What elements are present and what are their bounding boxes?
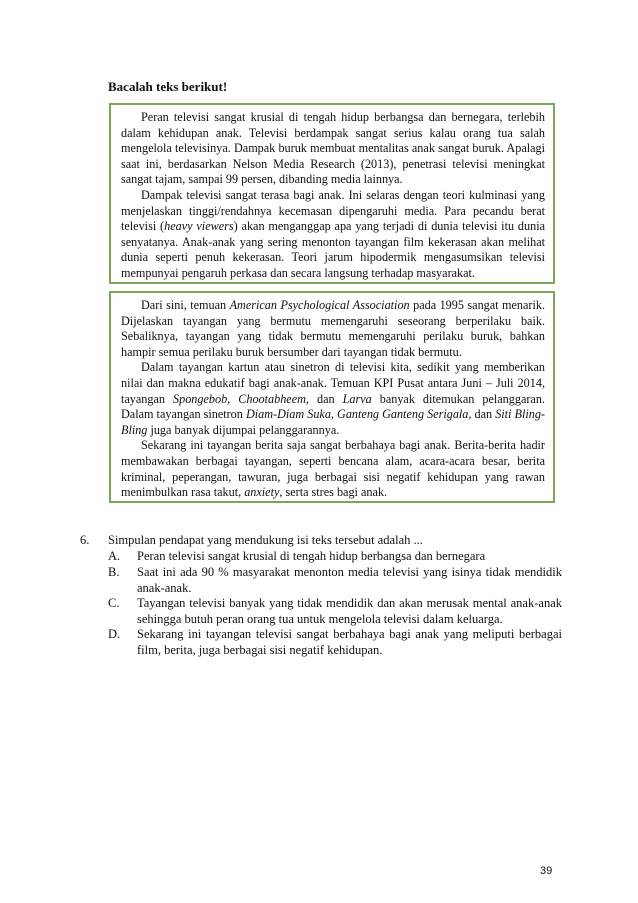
page-number: 39 [540,865,553,877]
option-letter: C. [108,596,120,610]
option-text: Saat ini ada 90 % masyarakat menonton media televisi yang isinya tidak mendidik anak-anak. [137,565,562,595]
question-text: Simpulan pendapat yang mendukung isi teks tersebut adalah ... [108,533,423,547]
reading-passage-box-2 [109,291,555,503]
option-letter: B. [108,565,120,579]
passage-2-paragraph-1: Dari sini, temuan American Psychological Association pada 1995 sangat menarik. Dijelaskan tayangan yang bermutu memengaruhi seseorang berperilaku baik. Sebaliknya, tayangan yang tidak bermutu memengaruhi perilaku buruk, bahkan hampir semua perilaku buruk bersumber dari tayangan tidak bermutu. [121,298,546,359]
option-letter: D. [108,627,121,641]
passage-1-paragraph-2: Dampak televisi sangat terasa bagi anak. Ini selaras dengan teori kulminasi yang menjelaskan tinggi/rendahnya kecemasan dipengaruhi media. Para pecandu berat televisi (heavy viewers) akan menganggap apa yang terjadi di dunia televisi itu dunia senyatanya. Anak-anak yang sering menonton tayangan film kekerasan akan melihat dunia seperti penuh kekerasan. Teori jarum hipodermik mengasumsikan televisi mempunyai pengaruh perkasa dan secara langsung terhadap masyarakat. [121,187,545,280]
option-text: Peran televisi sangat krusial di tengah hidup berbangsa dan bernegara [137,549,486,563]
question-number: 6. [80,533,90,547]
passage-1-paragraph-1: Peran televisi sangat krusial di tengah hidup berbangsa dan bernegara, terlebih dalam kehidupan anak. Televisi berdampak sangat serius kalau orang tua salah mengelola televisinya. Dampak buruk membuat mentalitas anak sangat buruk. Apalagi saat ini, berdasarkan Nelson Media Research (2013), penetrasi televisi meningkat sangat tajam, sampai 99 persen, dibanding media lainnya. [121,110,545,187]
reading-passage-box-1 [109,103,555,284]
option-text: Tayangan televisi banyak yang tidak mendidik dan akan merusak mental anak-anak sehingga butuh peran orang tua untuk mengelola televisi dalam keluarga. [137,596,562,626]
passage-2-paragraph-3: Sekarang ini tayangan berita saja sangat berbahaya bagi anak. Berita-berita hadir membawakan berbagai tayangan, seperti bencana alam, acara-acara besar, berita kriminal, peperangan, tawuran, juga berbagai sisi negatif kehidupan yang rawan menimbulkan rasa takut, anxiety, serta stres bagi anak. [121,438,545,500]
option-letter: A. [108,549,121,563]
instruction-heading: Bacalah teks berikut! [108,79,228,94]
passage-2-paragraph-2: Dalam tayangan kartun atau sinetron di televisi kita, sedikit yang memberikan nilai dan makna edukatif bagi anak-anak. Temuan KPI Pusat antara Juni – Juli 2014, tayangan Spongebob, Chootabheem, dan Larva banyak ditemukan pelanggaran. Dalam tayangan sinetron Diam-Diam Suka, Ganteng Ganteng Serigala, dan Siti Bling-Bling juga banyak dijumpai pelanggarannya. [121,360,545,437]
option-text: Sekarang ini tayangan televisi sangat berbahaya bagi anak yang meliputi berbagai film, berita, juga berbagai sisi negatif kehidupan. [137,627,562,657]
